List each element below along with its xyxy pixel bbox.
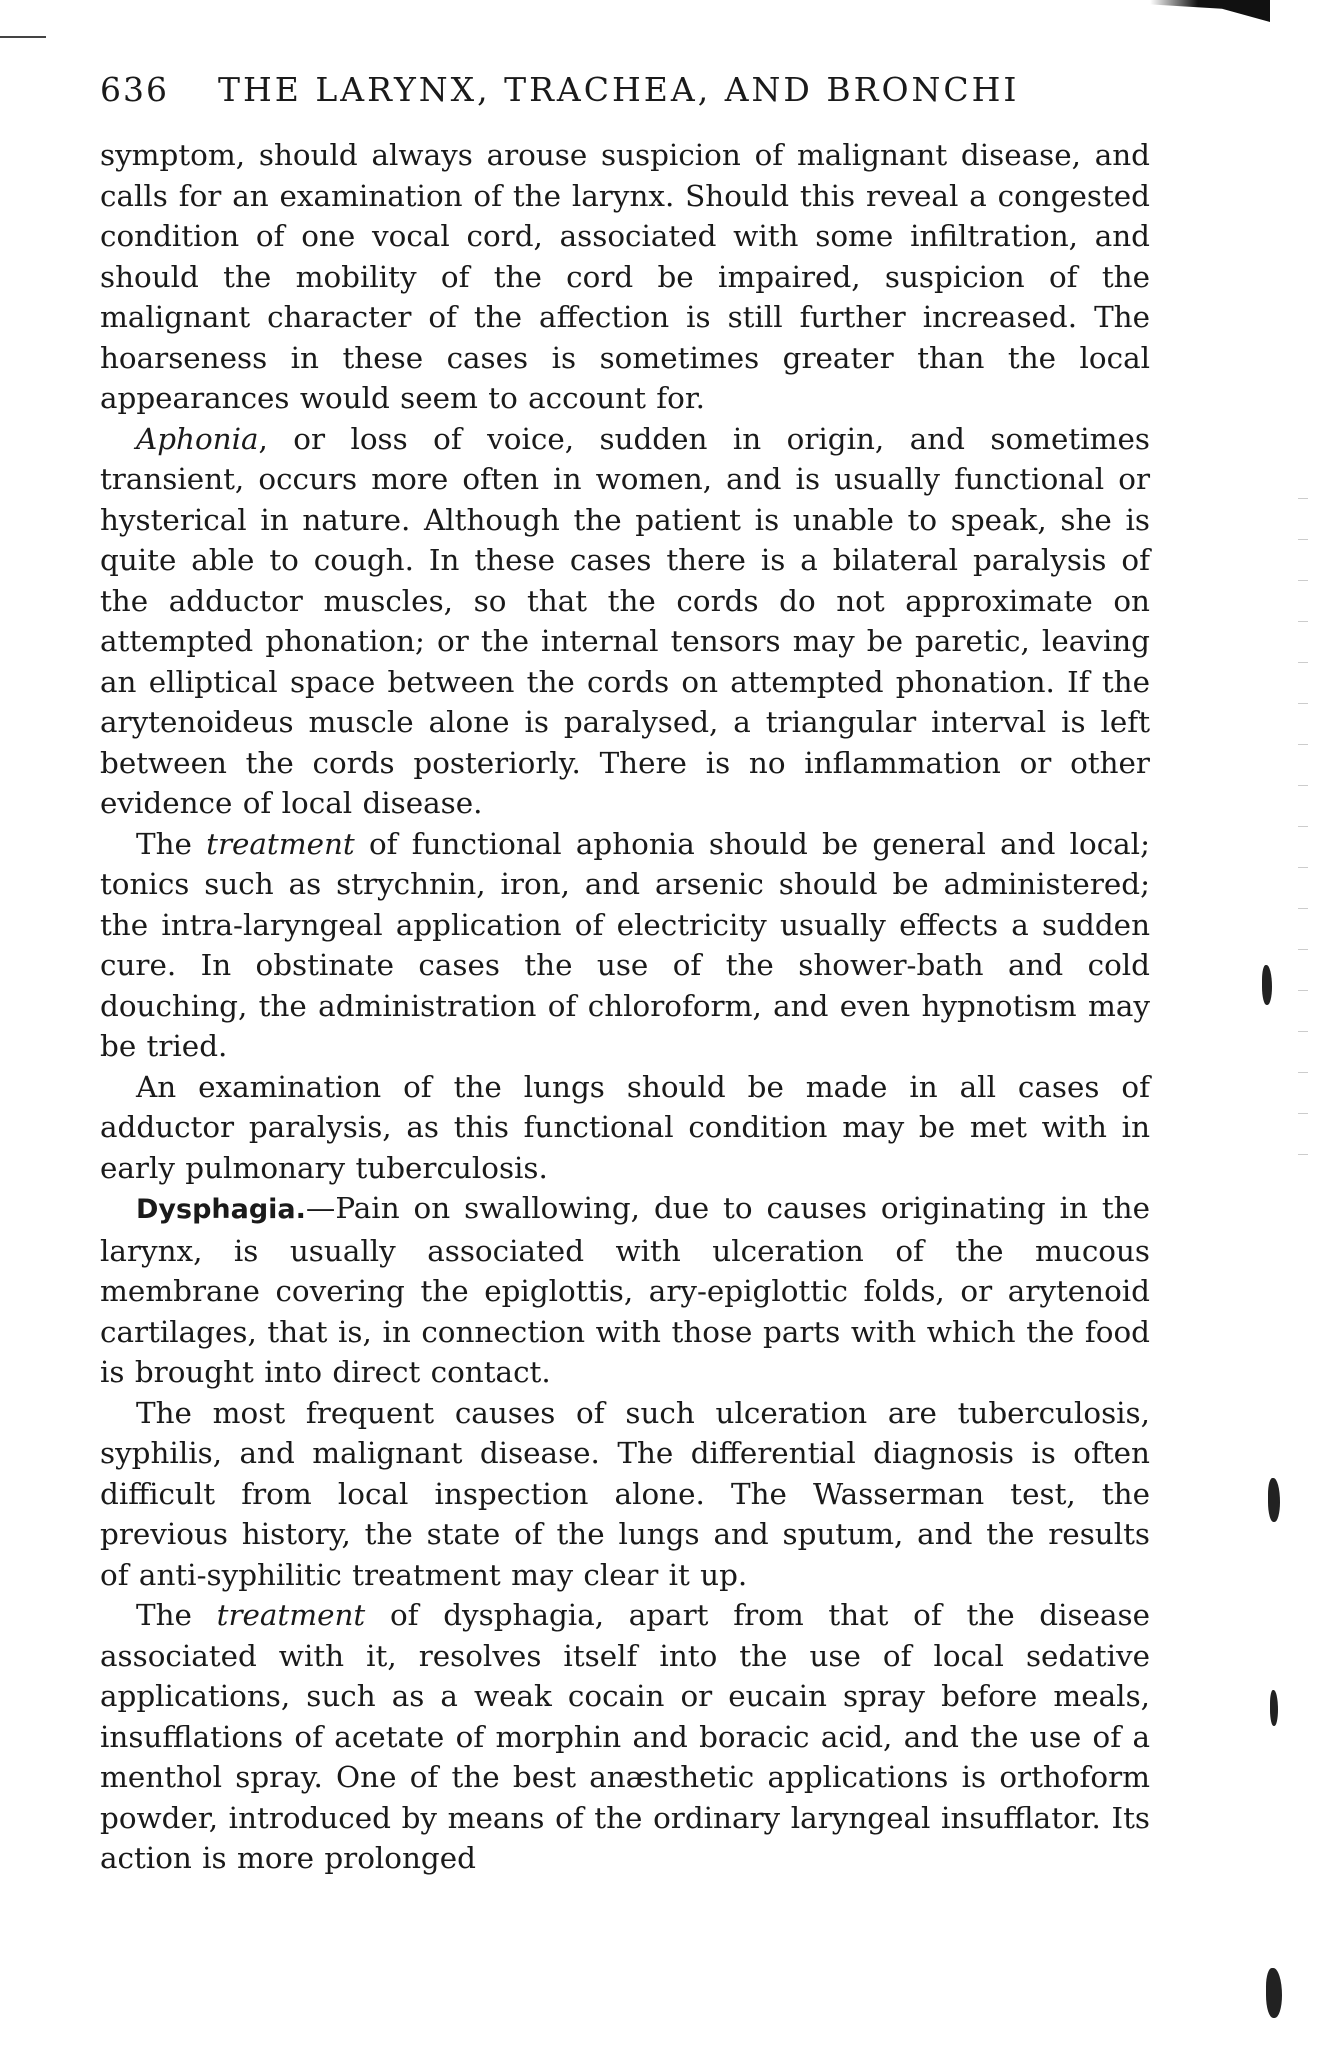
text-run: The: [136, 826, 207, 861]
text-run: , or loss of voice, sudden in origin, and sometimes transient, occurs more often in women, and is usually functional or hysterical in nature. Although the patient is unable to speak, she is quite able to cough. In these cases there is a bilateral paralysis of the adductor muscles, so that the cords do not approximate on attempted phonation; or the internal tensors may be paretic, leaving an elliptical space between the cords on attempted phonation. If the arytenoideus muscle alone is paralysed, a triangular interval is left between the cords posteriorly. There is no inflammation or other evidence of local disease.: [100, 421, 1150, 820]
page-number: 636: [100, 70, 169, 109]
ink-blot: [1266, 1968, 1282, 2018]
bold-term: Dysphagia.: [136, 1194, 306, 1225]
text-run: The most frequent causes of such ulceration are tuberculosis, syphilis, and malignant disease. The differential diagnosis is often difficult from local inspection alone. The Wasserman test, the previous history, the state of the lungs and sputum, and the results of anti-syphilitic treatment may clear it up.: [100, 1395, 1150, 1592]
book-page: [100, 70, 1150, 1879]
running-title: THE LARYNX, TRACHEA, AND BRONCHI: [218, 70, 1020, 109]
paragraph-p5: [100, 1188, 1150, 1393]
text-run: —Pain on swallowing, due to causes originating in the larynx, is usually associated with ulceration of the mucous membrane covering the epiglottis, ary-epiglottic folds, or arytenoid cartilages, that is, in connection with those parts with which the food is brought into direct contact.: [100, 1191, 1150, 1389]
text-run: of functional aphonia should be general and local; tonics such as strychnin, iron, and arsenic should be administered; the intra-laryngeal application of electricity usually effects a sudden cure. In obstinate cases the use of the shower-bath and cold douching, the administration of chloroform, and even hypnotism may be tried.: [100, 826, 1150, 1063]
text-run: of dysphagia, apart from that of the disease associated with it, resolves itself into the use of local sedative applications, such as a weak cocain or eucain spray before meals, insufflations of acetate of morphin and boracic acid, and the use of a menthol spray. One of the best anæsthetic applications is orthoform powder, introduced by means of the ordinary laryngeal insufflator. Its action is more prolonged: [100, 1598, 1150, 1875]
paragraph-p7: [100, 1595, 1150, 1879]
paragraph-p1: [100, 135, 1150, 419]
scan-artifact-top: [1150, 0, 1270, 22]
ink-blot: [1262, 965, 1272, 1005]
paragraph-p3: [100, 824, 1150, 1067]
italic-term: treatment: [216, 1598, 366, 1632]
italic-term: Aphonia: [136, 421, 259, 456]
body-text: [100, 135, 1150, 1879]
paragraph-p4: [100, 1067, 1150, 1189]
scan-edge-specks: [1298, 480, 1308, 1180]
scan-artifact-left: [0, 36, 46, 38]
running-head: [100, 70, 1150, 109]
paragraph-p6: [100, 1393, 1150, 1596]
text-run: symptom, should always arouse suspicion of malignant disease, and calls for an examination of the larynx. Should this reveal a congested condition of one vocal cord, associated with some infiltration, and should the mobility of the cord be impaired, suspicion of the malignant character of the affection is still further increased. The hoarseness in these cases is sometimes greater than the local appearances would seem to account for.: [100, 138, 1150, 415]
text-run: The: [136, 1598, 217, 1632]
paragraph-p2: [100, 419, 1150, 824]
italic-term: treatment: [206, 826, 355, 861]
ink-blot: [1270, 1690, 1278, 1726]
text-run: An examination of the lungs should be made in all cases of adductor paralysis, as this functional condition may be met with in early pulmonary tuberculosis.: [100, 1069, 1150, 1185]
ink-blot: [1268, 1478, 1280, 1522]
